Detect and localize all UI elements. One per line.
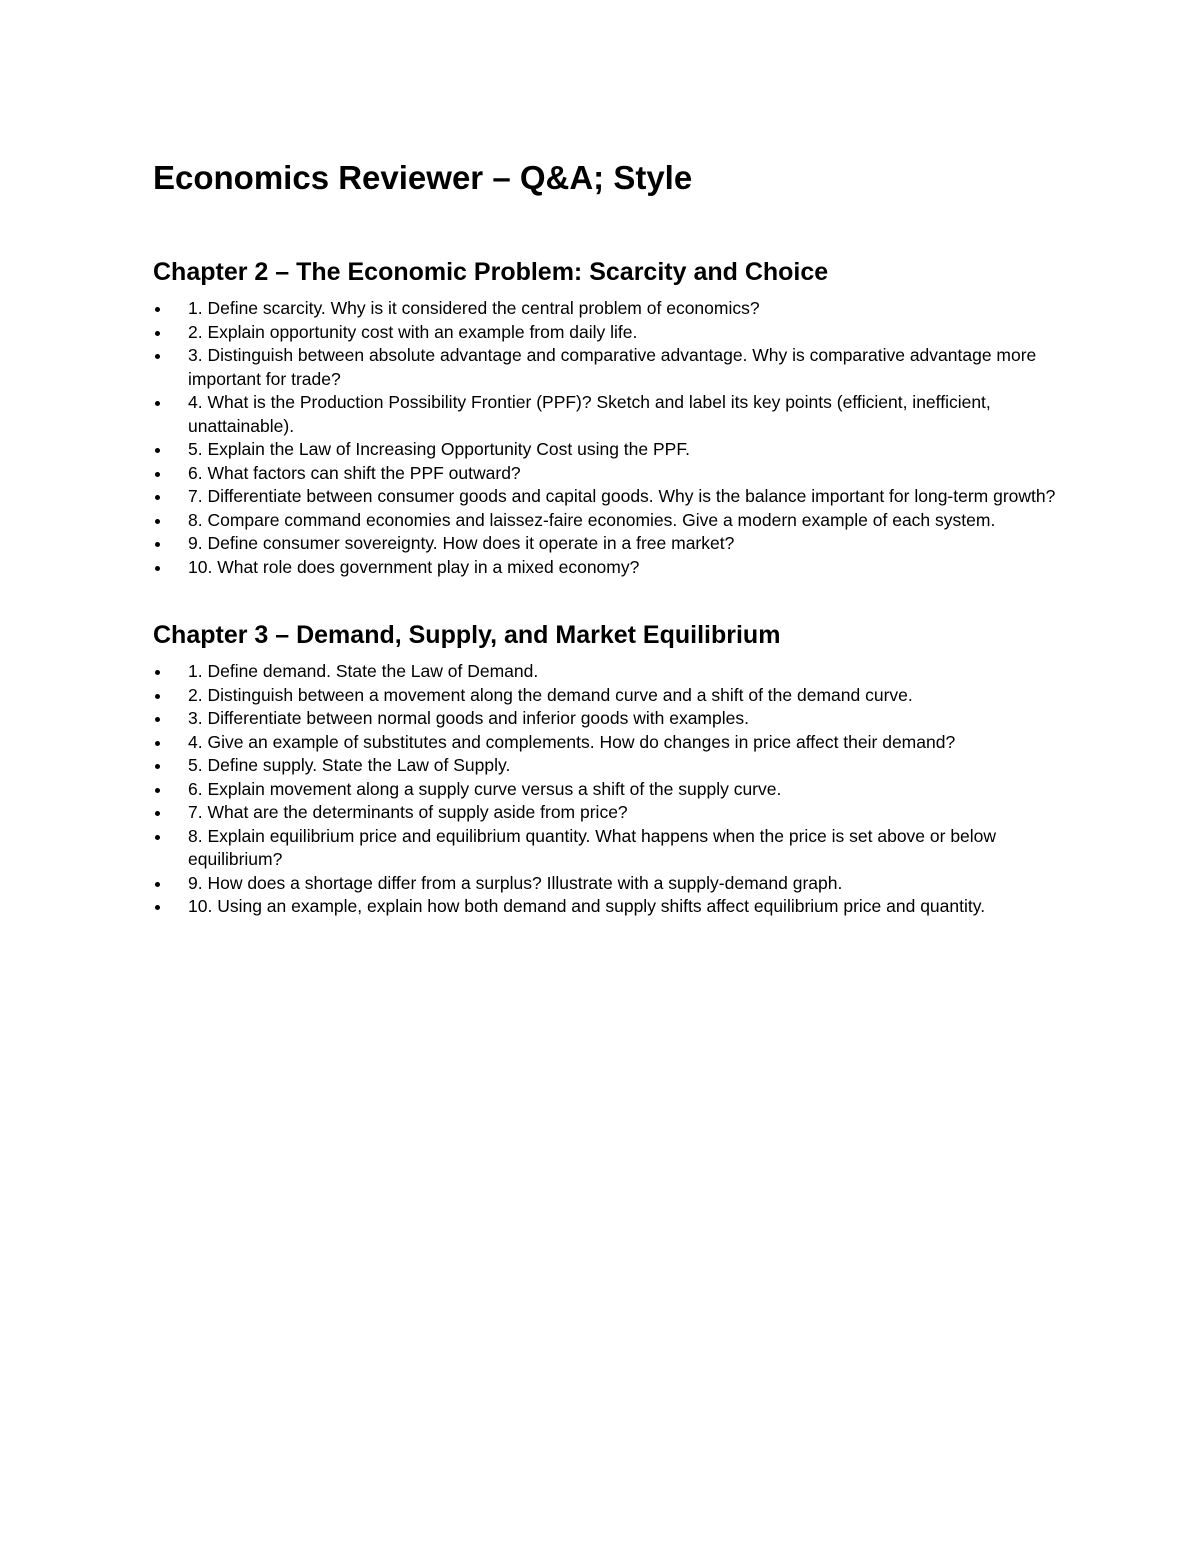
- bullet-icon: [155, 472, 160, 477]
- question-text: 6. What factors can shift the PPF outward?: [188, 462, 521, 483]
- chapter-2-heading: Chapter 2 – The Economic Problem: Scarcity and Choice: [153, 258, 829, 286]
- bullet-icon: [155, 519, 160, 524]
- question-text: 3. Differentiate between normal goods and inferior goods with examples.: [188, 708, 749, 728]
- question-text: 3. Distinguish between absolute advantage and comparative advantage. Why is comparative advantage more important for trade?: [188, 345, 1037, 389]
- question-text: 1. Define scarcity. Why is it considered the central problem of economics?: [188, 298, 760, 318]
- question-item: [153, 344, 1058, 391]
- chapter-3-section: [153, 619, 1058, 919]
- bullet-icon: [155, 905, 160, 910]
- chapter-3-heading: Chapter 3 – Demand, Supply, and Market Equilibrium: [153, 621, 781, 649]
- question-item: [153, 485, 1058, 509]
- question-text: 9. How does a shortage differ from a surplus? Illustrate with a supply-demand graph.: [188, 872, 843, 893]
- question-item: [153, 801, 1058, 825]
- question-text: 6. Explain movement along a supply curve versus a shift of the supply curve.: [188, 778, 782, 799]
- question-item: [153, 825, 1058, 872]
- bullet-icon: [155, 717, 160, 722]
- document-title: Economics Reviewer – Q&A; Style: [153, 159, 693, 196]
- bullet-icon: [155, 882, 160, 887]
- question-item: [153, 872, 1058, 896]
- bullet-icon: [155, 448, 160, 453]
- bullet-icon: [155, 354, 160, 359]
- question-text: 7. Differentiate between consumer goods and capital goods. Why is the balance important for long-term growth?: [188, 486, 1056, 506]
- question-text: 10. Using an example, explain how both demand and supply shifts affect equilibrium price and quantity.: [188, 896, 986, 916]
- chapter-3-question-list: [153, 660, 1058, 919]
- question-text: 7. What are the determinants of supply aside from price?: [188, 802, 628, 822]
- question-item: [153, 660, 1058, 684]
- question-item: [153, 297, 1058, 321]
- bullet-icon: [155, 764, 160, 769]
- document-body: [153, 158, 1058, 919]
- question-item: [153, 321, 1058, 345]
- bullet-icon: [155, 331, 160, 336]
- question-text: 2. Distinguish between a movement along the demand curve and a shift of the demand curve.: [188, 684, 913, 705]
- chapter-2-section: [153, 256, 1058, 579]
- bullet-icon: [155, 741, 160, 746]
- question-text: 1. Define demand. State the Law of Demand.: [188, 661, 539, 681]
- question-text: 4. What is the Production Possibility Frontier (PPF)? Sketch and label its key points (efficient, inefficient, unattainable).: [188, 392, 991, 436]
- bullet-icon: [155, 566, 160, 571]
- question-item: [153, 731, 1058, 755]
- question-text: 10. What role does government play in a mixed economy?: [188, 556, 640, 577]
- question-item: [153, 707, 1058, 731]
- question-item: [153, 391, 1058, 438]
- question-item: [153, 532, 1058, 556]
- question-item: [153, 509, 1058, 533]
- question-item: [153, 778, 1058, 802]
- bullet-icon: [155, 670, 160, 675]
- question-item: [153, 684, 1058, 708]
- question-item: [153, 438, 1058, 462]
- question-item: [153, 754, 1058, 778]
- bullet-icon: [155, 495, 160, 500]
- question-text: 2. Explain opportunity cost with an example from daily life.: [188, 321, 638, 342]
- question-item: [153, 556, 1058, 580]
- question-text: 5. Explain the Law of Increasing Opportunity Cost using the PPF.: [188, 439, 690, 459]
- bullet-icon: [155, 542, 160, 547]
- chapter-2-question-list: [153, 297, 1058, 579]
- bullet-icon: [155, 788, 160, 793]
- question-text: 4. Give an example of substitutes and complements. How do changes in price affect their demand?: [188, 731, 956, 752]
- question-text: 8. Explain equilibrium price and equilibrium quantity. What happens when the price is set above or below equilibrium?: [188, 825, 997, 869]
- bullet-icon: [155, 401, 160, 406]
- bullet-icon: [155, 811, 160, 816]
- question-item: [153, 462, 1058, 486]
- bullet-icon: [155, 694, 160, 699]
- question-text: 8. Compare command economies and laissez-faire economies. Give a modern example of each system.: [188, 509, 996, 530]
- question-text: 9. Define consumer sovereignty. How does it operate in a free market?: [188, 533, 735, 553]
- question-text: 5. Define supply. State the Law of Supply.: [188, 755, 511, 775]
- bullet-icon: [155, 307, 160, 312]
- question-item: [153, 895, 1058, 919]
- bullet-icon: [155, 835, 160, 840]
